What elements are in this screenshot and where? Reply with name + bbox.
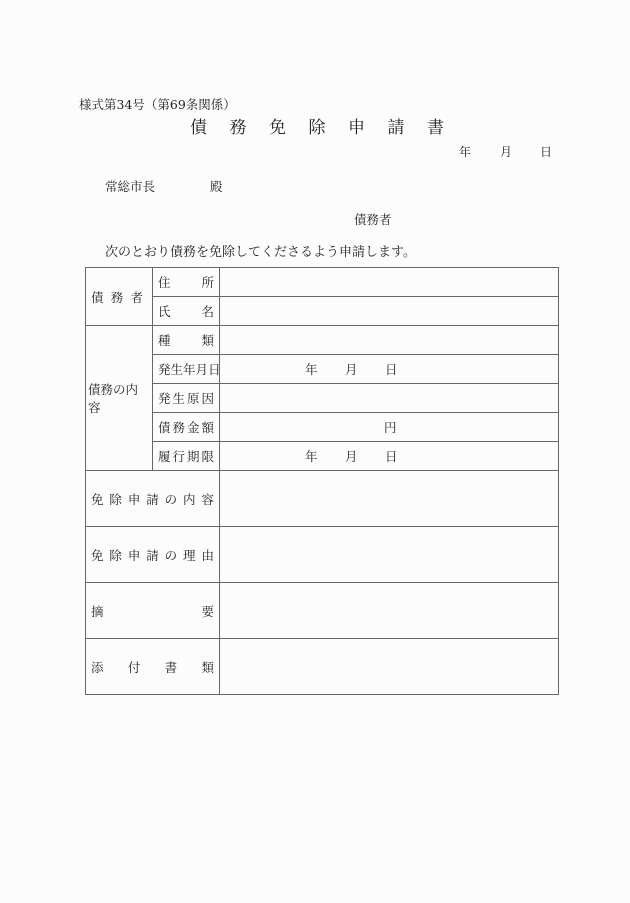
table-row	[86, 355, 559, 384]
table-row	[86, 583, 559, 639]
table-row	[86, 268, 559, 297]
debt-group-label: 債務の内容	[86, 326, 153, 471]
title-char: 債	[190, 118, 207, 138]
due-date-label: 履 行 期 限	[153, 442, 220, 471]
date-day: 日	[540, 145, 553, 159]
debtor-group-label: 債 務 者	[86, 268, 153, 326]
occurrence-date-field[interactable]: 年 月 日	[220, 355, 559, 384]
application-table	[85, 267, 559, 695]
page-title	[190, 113, 467, 138]
table-row	[86, 527, 559, 583]
name-label: 氏 名	[153, 297, 220, 326]
title-char: 請	[387, 118, 405, 138]
title-char: 書	[427, 118, 444, 138]
summary-field[interactable]	[220, 583, 559, 639]
due-date-field[interactable]: 年 月 日	[220, 442, 559, 471]
cause-label: 発 生 原 因	[153, 384, 220, 413]
type-field[interactable]	[220, 326, 559, 355]
amount-field[interactable]: 円	[220, 413, 559, 442]
title-char: 除	[308, 118, 326, 138]
addressee: 常総市長	[105, 179, 156, 194]
table-row	[86, 413, 559, 442]
title-char: 申	[348, 118, 365, 138]
intro-text: 次のとおり債務を免除してくださるよう申請します。	[105, 245, 416, 260]
title-char: 務	[229, 118, 247, 138]
summary-label: 摘 要	[86, 583, 220, 639]
name-field[interactable]	[220, 297, 559, 326]
address-label: 住 所	[153, 268, 220, 297]
table-row	[86, 471, 559, 527]
attachments-label: 添 付 書 類	[86, 639, 220, 695]
honorific: 殿	[210, 179, 223, 194]
table-row	[86, 639, 559, 695]
attachments-field[interactable]	[220, 639, 559, 695]
exemption-reason-field[interactable]	[220, 527, 559, 583]
table-row	[86, 326, 559, 355]
type-label: 種 類	[153, 326, 220, 355]
title-char: 免	[269, 118, 286, 138]
applicant-label: 債務者	[354, 212, 392, 227]
exemption-content-label: 免 除 申 請 の 内 容	[86, 471, 220, 527]
exemption-reason-label: 免 除 申 請 の 理 由	[86, 527, 220, 583]
address-field[interactable]	[220, 268, 559, 297]
table-row	[86, 384, 559, 413]
table-row	[86, 297, 559, 326]
form-number: 様式第34号（第69条関係）	[79, 97, 236, 112]
exemption-content-field[interactable]	[220, 471, 559, 527]
date-year: 年	[459, 145, 472, 159]
occurrence-date-label: 発 生 年 月 日	[153, 355, 220, 384]
date-month: 月	[500, 145, 513, 159]
amount-label: 債 務 金 額	[153, 413, 220, 442]
table-row	[86, 442, 559, 471]
cause-field[interactable]	[220, 384, 559, 413]
